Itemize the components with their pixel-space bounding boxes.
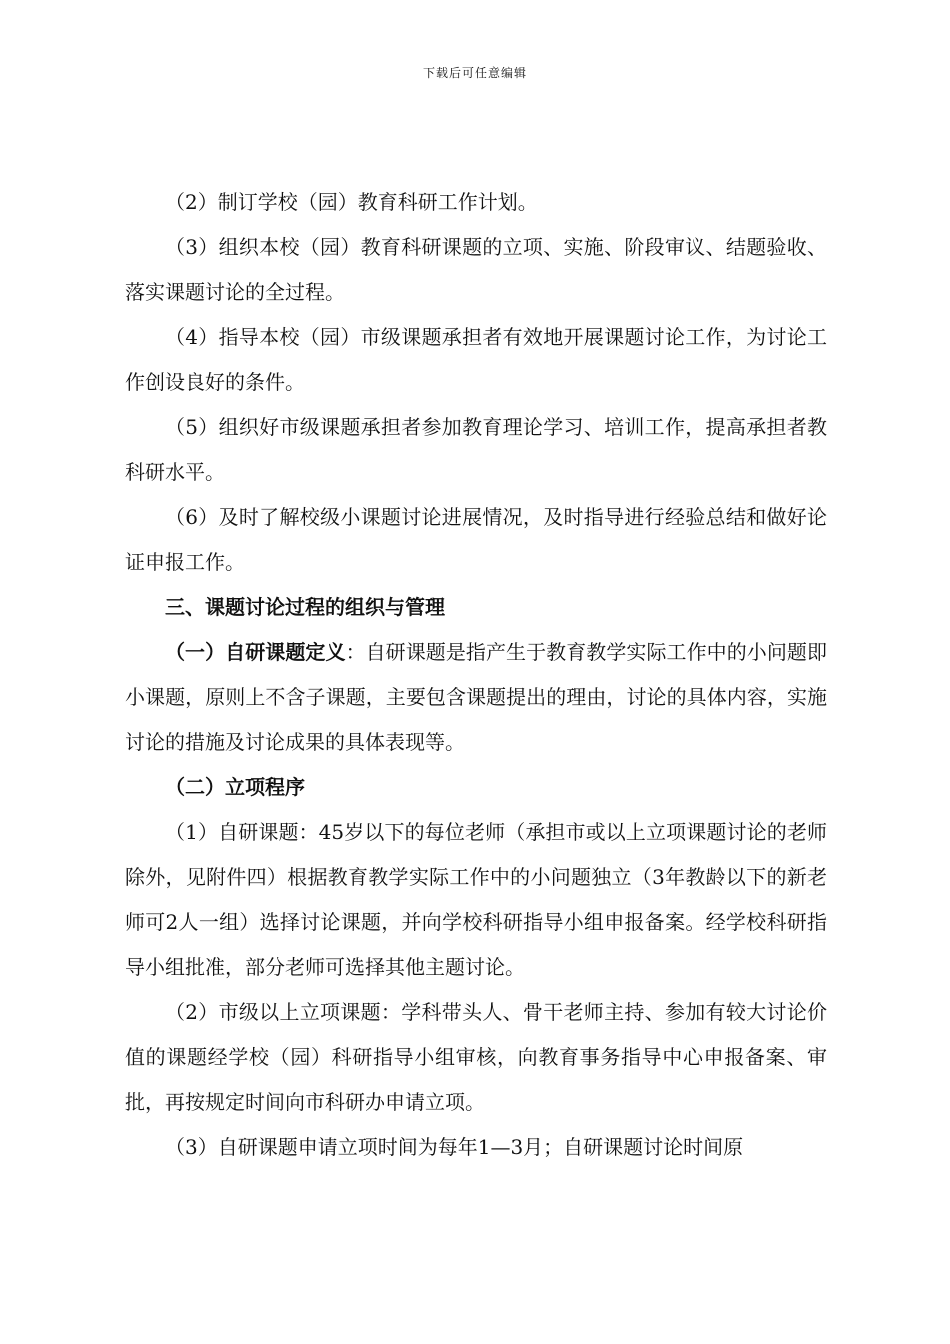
paragraph: （6）及时了解校级小课题讨论进展情况，及时指导进行经验总结和做好论证申报工作。 [125,505,827,574]
section-heading: 三、课题讨论过程的组织与管理 [165,595,445,619]
procedure-item: （2）市级以上立项课题：学科带头人、骨干老师主持、参加有较大讨论价值的课题经学校（园）科研指导小组审核，向教育事务指导中心申报备案、审批，再按规定时间向市科研办申请立项。 [125,1000,827,1114]
page-header: 下载后可任意编辑 [422,66,527,80]
definition-text: ：自研课题是指产生于教育教学实际工作中的小问题即小课题，原则上不含子课题，主要包含课题提出的理由，讨论的具体内容，实施讨论的措施及讨论成果的具体表现等。 [125,640,827,754]
paragraph: （5）组织好市级课题承担者参加教育理论学习、培训工作，提高承担者教科研水平。 [125,415,827,484]
paragraph: （2）制订学校（园）教育科研工作计划。 [165,190,538,214]
definition-label: （一）自研课题定义 [165,640,346,664]
subsection-heading: （二）立项程序 [165,775,305,799]
paragraph: （4）指导本校（园）市级课题承担者有效地开展课题讨论工作，为讨论工作创设良好的条件。 [125,325,827,394]
document-body [125,180,827,1170]
paragraph: （3）组织本校（园）教育科研课题的立项、实施、阶段审议、结题验收、落实课题讨论的全过程。 [125,235,827,304]
procedure-item: （1）自研课题：45岁以下的每位老师（承担市或以上立项课题讨论的老师除外，见附件四）根据教育教学实际工作中的小问题独立（3年教龄以下的新老师可2人一组）选择讨论课题，并向学校科研指导小组申报备案。经学校科研指导小组批准，部分老师可选择其他主题讨论。 [125,820,827,979]
definition-paragraph [125,630,827,765]
procedure-item: （3）自研课题申请立项时间为每年1—3月；自研课题讨论时间原 [165,1135,744,1159]
